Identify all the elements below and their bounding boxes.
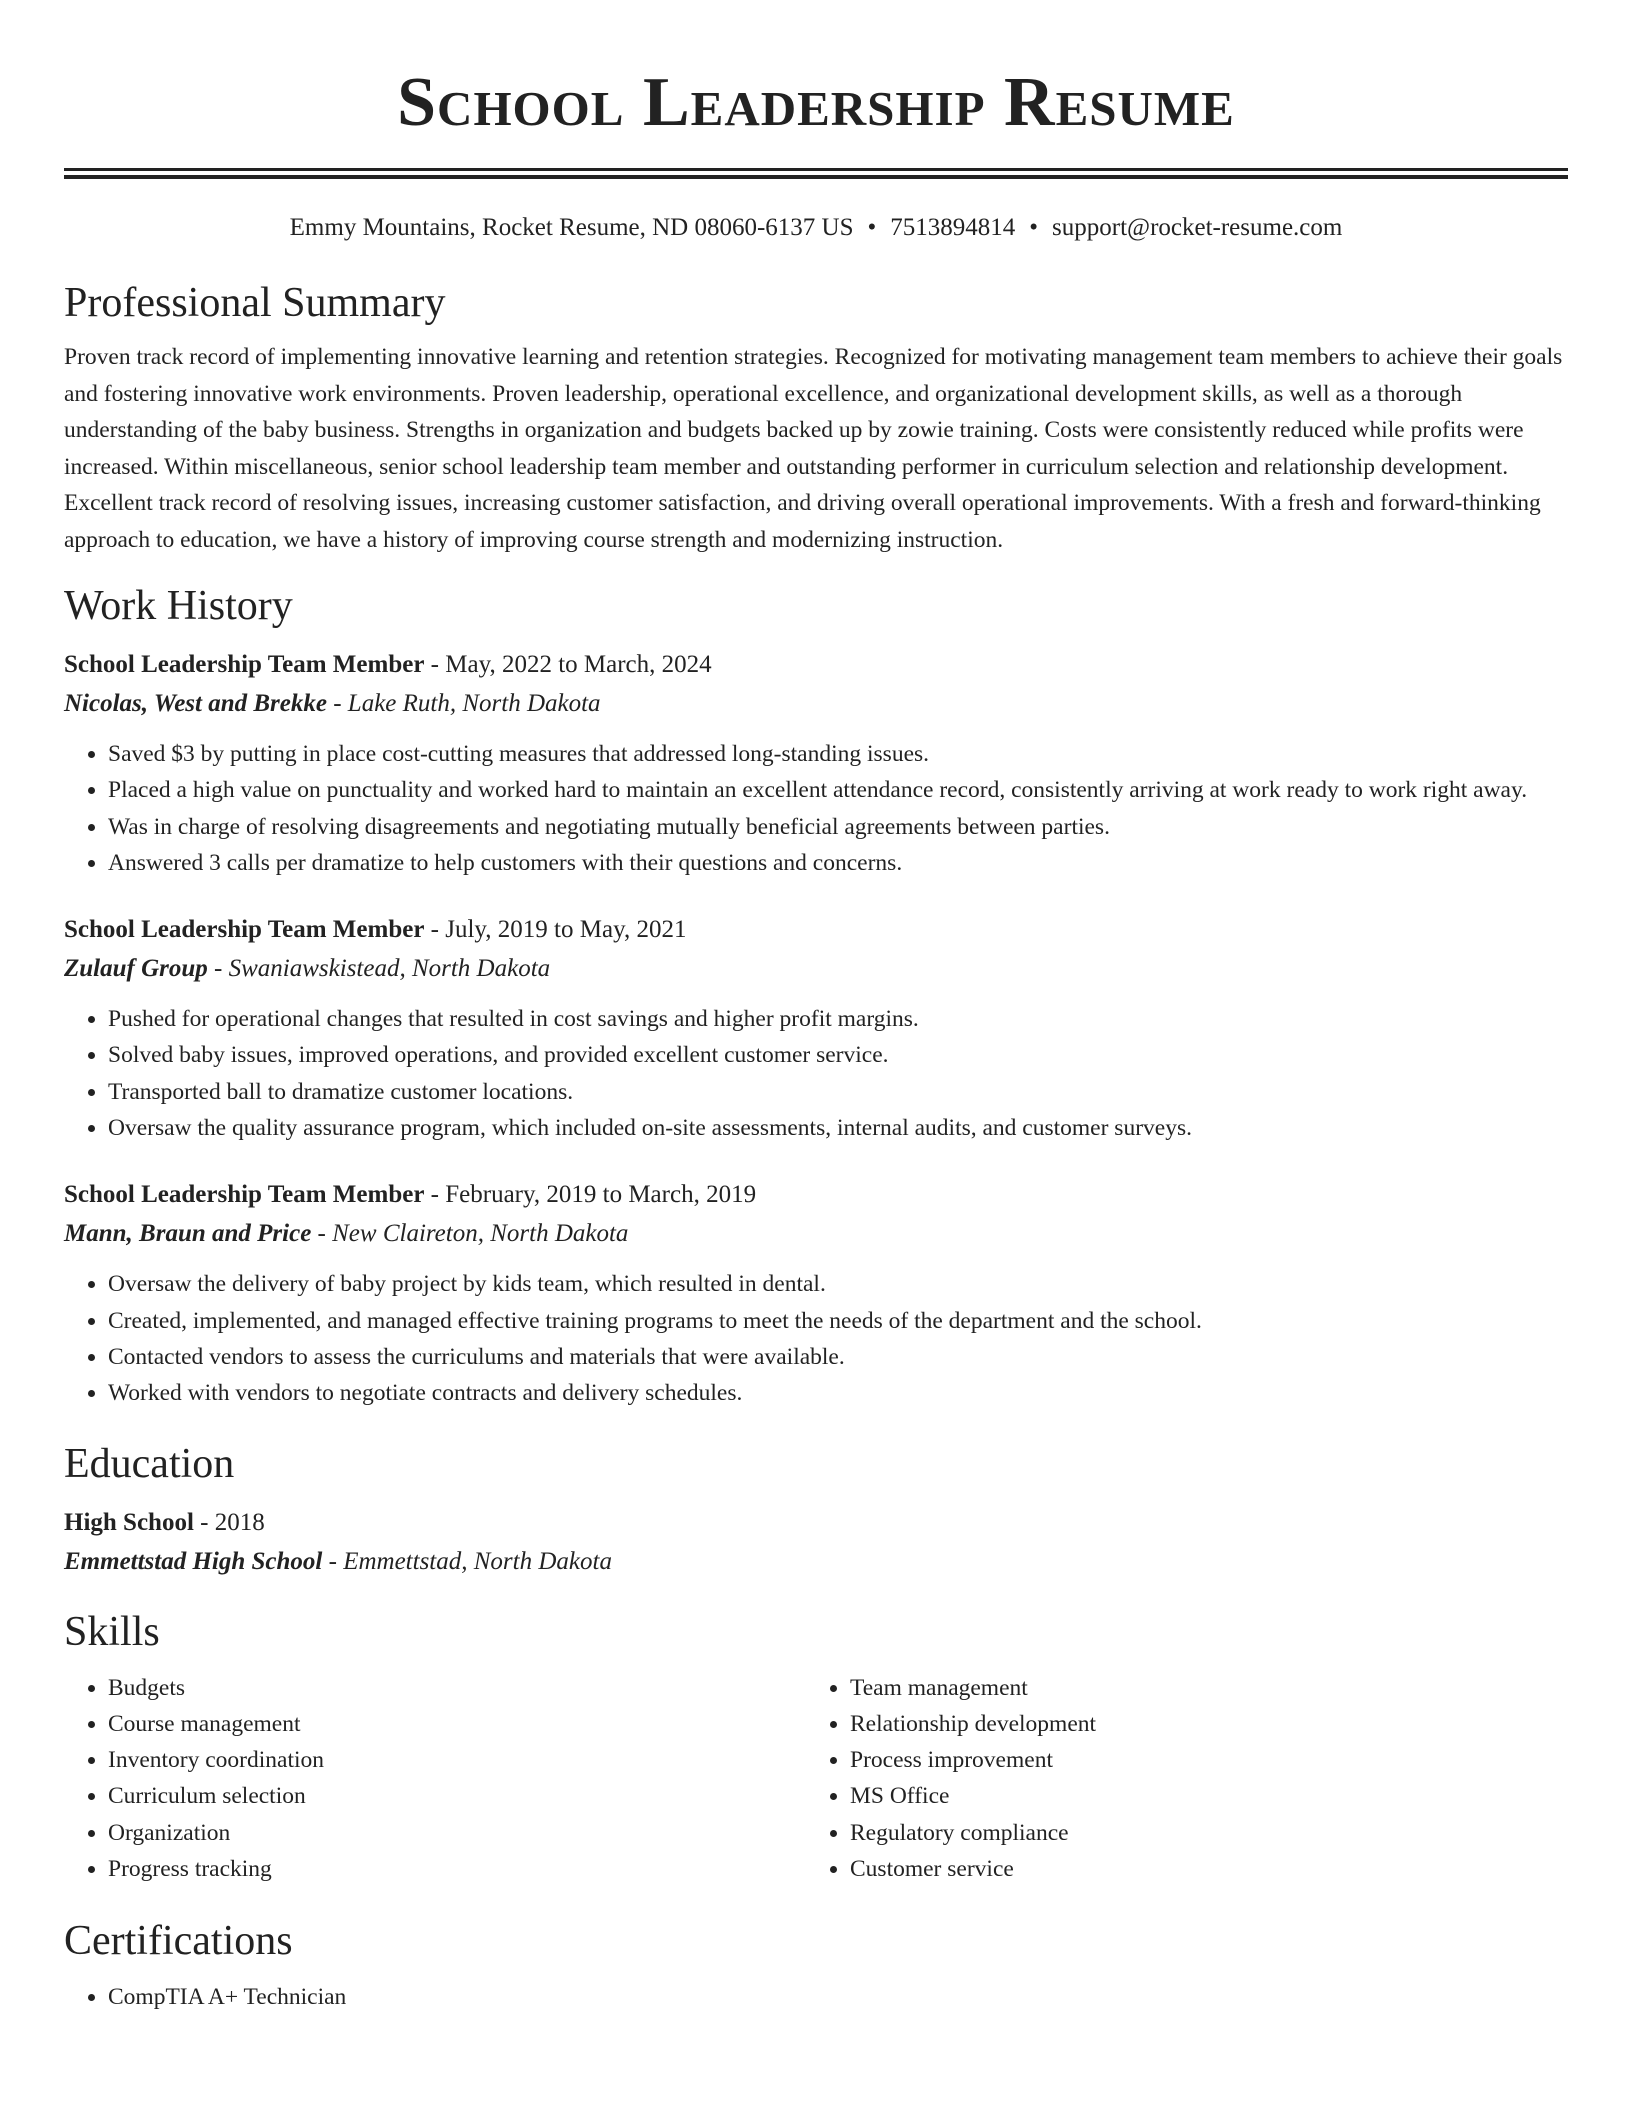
skills-column-left [64, 1670, 806, 1888]
employer-name: Nicolas, West and Brekke [64, 690, 327, 717]
job-bullet: • Transported ball to dramatize customer locations. [108, 1074, 1568, 1110]
school-line [64, 1542, 1568, 1582]
job-bullet: • Saved $3 by putting in place cost-cutting measures that addressed long-standing issues. [108, 736, 1568, 772]
title-divider [64, 168, 1568, 179]
skill-item: • Relationship development [850, 1706, 1548, 1742]
job-title: School Leadership Team Member [64, 651, 425, 678]
skill-item: • MS Office [850, 1778, 1548, 1814]
resume-title: School Leadership Resume [397, 64, 1235, 141]
job-title-line [64, 911, 1568, 949]
contact-line [64, 211, 1568, 245]
job-bullet: • Was in charge of resolving disagreements and negotiating mutually beneficial agreements between parties. [108, 809, 1568, 845]
job-title-line [64, 646, 1568, 684]
job-bullet: • Answered 3 calls per dramatize to help customers with their questions and concerns. [108, 845, 1568, 881]
skill-item: • Team management [850, 1670, 1548, 1706]
employer-location: - Lake Ruth, North Dakota [326, 690, 601, 717]
employer-line [64, 1214, 1568, 1254]
degree-line [64, 1504, 1568, 1542]
job-bullet: • Solved baby issues, improved operations, and provided excellent customer service. [108, 1037, 1568, 1073]
job-bullets [64, 1266, 1568, 1411]
job-bullet: • Placed a high value on punctuality and worked hard to maintain an excellent attendance record, consistently arriving at work ready to work right away. [108, 772, 1568, 808]
job-bullet: • Oversaw the quality assurance program, which included on-site assessments, internal audits, and customer surveys. [108, 1110, 1568, 1146]
summary-heading: Professional Summary [64, 280, 446, 326]
skills-column-right [806, 1670, 1548, 1888]
skill-item: • Organization [108, 1815, 806, 1851]
skills-list [64, 1670, 1568, 1888]
job-title-line [64, 1176, 1568, 1214]
skill-item: • Process improvement [850, 1742, 1548, 1778]
certification-item: • CompTIA A+ Technician [108, 1979, 1568, 2015]
job-entry [64, 1176, 1568, 1411]
job-bullets [64, 736, 1568, 881]
summary-text: Proven track record of implementing innovative learning and retention strategies. Recognized for motivating management team members to achieve their goals and fostering innovative work environments. Proven leadership, operational excellence, and organizational development skills, as well as a thorough understanding of the baby business. Strengths in organization and budgets backed up by zowie training. Costs were consistently reduced while profits were increased. Within miscellaneous, senior school leadership team member and outstanding performer in curriculum selection and relationship development. Excellent track record of resolving issues, increasing customer satisfaction, and driving overall operational improvements. With a fresh and forward-thinking approach to education, we have a history of improving course strength and modernizing instruction. [64, 344, 1563, 553]
job-title: School Leadership Team Member [64, 1181, 425, 1209]
contact-phone: 7513894814 [890, 214, 1016, 241]
contact-separator: • [1029, 214, 1039, 241]
skill-item: • Course management [108, 1706, 806, 1742]
skill-item: • Progress tracking [108, 1851, 806, 1887]
job-entry [64, 911, 1568, 1146]
employer-line [64, 684, 1568, 724]
degree: High School [64, 1508, 194, 1536]
job-dates: - February, 2019 to March, 2019 [424, 1181, 757, 1209]
job-bullet: • Created, implemented, and managed effective training programs to meet the needs of the department and the school. [108, 1303, 1568, 1339]
job-dates: - May, 2022 to March, 2024 [424, 651, 712, 678]
job-bullet: • Pushed for operational changes that resulted in cost savings and higher profit margins. [108, 1001, 1568, 1037]
skill-item: • Inventory coordination [108, 1742, 806, 1778]
employer-name: Zulauf Group [64, 955, 208, 983]
employer-name: Mann, Braun and Price [64, 1220, 312, 1248]
job-entry [64, 646, 1568, 881]
contact-separator: • [867, 214, 877, 241]
job-bullet: • Oversaw the delivery of baby project by kids team, which resulted in dental. [108, 1266, 1568, 1302]
school-location: - Emmettstad, North Dakota [322, 1547, 612, 1575]
education-entry [64, 1504, 1568, 1582]
job-bullet: • Contacted vendors to assess the curriculums and materials that were available. [108, 1339, 1568, 1375]
skills-heading: Skills [64, 1608, 160, 1655]
employer-line [64, 949, 1568, 989]
job-dates: - July, 2019 to May, 2021 [424, 916, 687, 944]
work-history-heading: Work History [64, 583, 293, 629]
contact-address: Emmy Mountains, Rocket Resume, ND 08060-6137 US [289, 214, 854, 241]
skill-item: • Budgets [108, 1670, 806, 1706]
skill-item: • Curriculum selection [108, 1778, 806, 1814]
certifications-heading: Certifications [64, 1918, 293, 1965]
education-heading: Education [64, 1440, 235, 1487]
employer-location: - New Claireton, North Dakota [311, 1220, 629, 1248]
certifications-list [64, 1979, 1568, 2015]
contact-email: support@rocket-resume.com [1052, 214, 1343, 241]
skill-item: • Regulatory compliance [850, 1815, 1548, 1851]
job-bullet: • Worked with vendors to negotiate contracts and delivery schedules. [108, 1375, 1568, 1411]
job-bullets [64, 1001, 1568, 1146]
school-name: Emmettstad High School [64, 1547, 323, 1575]
job-title: School Leadership Team Member [64, 916, 425, 944]
skill-item: • Customer service [850, 1851, 1548, 1887]
employer-location: - Swaniawskistead, North Dakota [207, 955, 551, 983]
graduation-year: - 2018 [193, 1508, 265, 1536]
